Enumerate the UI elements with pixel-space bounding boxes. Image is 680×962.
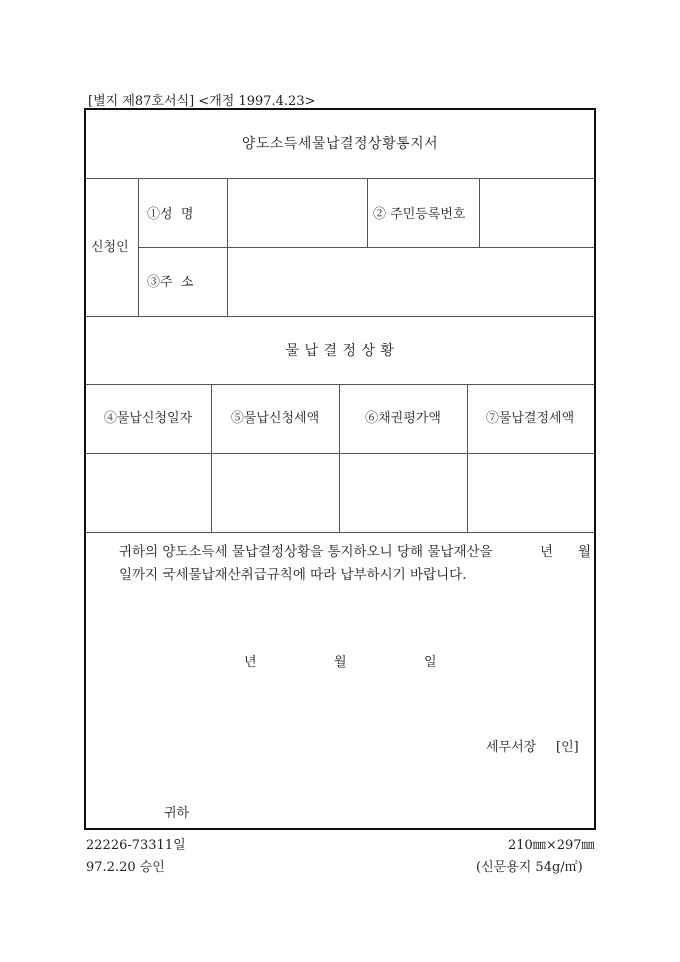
divider-values [86, 532, 594, 533]
date-day: 일 [424, 655, 437, 670]
name-label: ①성 명 [147, 207, 194, 222]
recipient-label: 귀하 [164, 806, 190, 821]
divider-applicant-mid [138, 247, 594, 248]
column-header-decided-tax: ⑦물납결정세액 [485, 411, 575, 426]
form-number: [별지 제87호서식] <개정 1997.4.23> [88, 94, 316, 109]
footer-code: 22226-73311일 [86, 838, 186, 853]
footer-approval: 97.2.20 승인 [86, 860, 165, 875]
divider-regno-label [479, 178, 480, 247]
divider-col1 [211, 384, 212, 532]
divider-applicant-bottom [86, 316, 594, 317]
footer-size: 210㎜×297㎜ [508, 838, 595, 853]
seal-mark: [인] [556, 740, 579, 755]
divider-name-value [367, 178, 368, 247]
form-title: 양도소득세물납결정상황통지서 [241, 136, 439, 152]
date-year: 년 [244, 655, 257, 670]
divider-label-col [227, 178, 228, 316]
address-label: ③주 소 [147, 275, 194, 290]
divider-col3 [467, 384, 468, 532]
divider-section [86, 384, 594, 385]
section-title: 물 납 결 정 상 황 [285, 343, 395, 359]
footer-paper: (신문용지 54g/㎡) [476, 860, 583, 875]
notice-month: 월 [578, 544, 592, 560]
notice-line-1: 귀하의 양도소득세 물납결정상황을 통지하오니 당해 물납재산을 [119, 544, 493, 560]
divider-col2 [339, 384, 340, 532]
applicant-group-label: 신청인 [91, 240, 129, 255]
signer-title: 세무서장 [486, 740, 537, 755]
column-header-bond-value: ⑥채권평가액 [365, 411, 441, 426]
divider-group-col [138, 178, 139, 316]
notice-line-2: 일까지 국세물납재산취급규칙에 따라 납부하시기 바랍니다. [119, 567, 467, 583]
form-frame [84, 108, 596, 830]
divider-title [86, 178, 594, 179]
column-header-apply-date: ④물납신청일자 [103, 411, 193, 426]
notice-year: 년 [540, 544, 554, 560]
date-month: 월 [334, 655, 347, 670]
regno-label: ② 주민등록번호 [373, 207, 466, 222]
column-header-apply-tax: ⑤물납신청세액 [230, 411, 320, 426]
divider-header [86, 453, 594, 454]
